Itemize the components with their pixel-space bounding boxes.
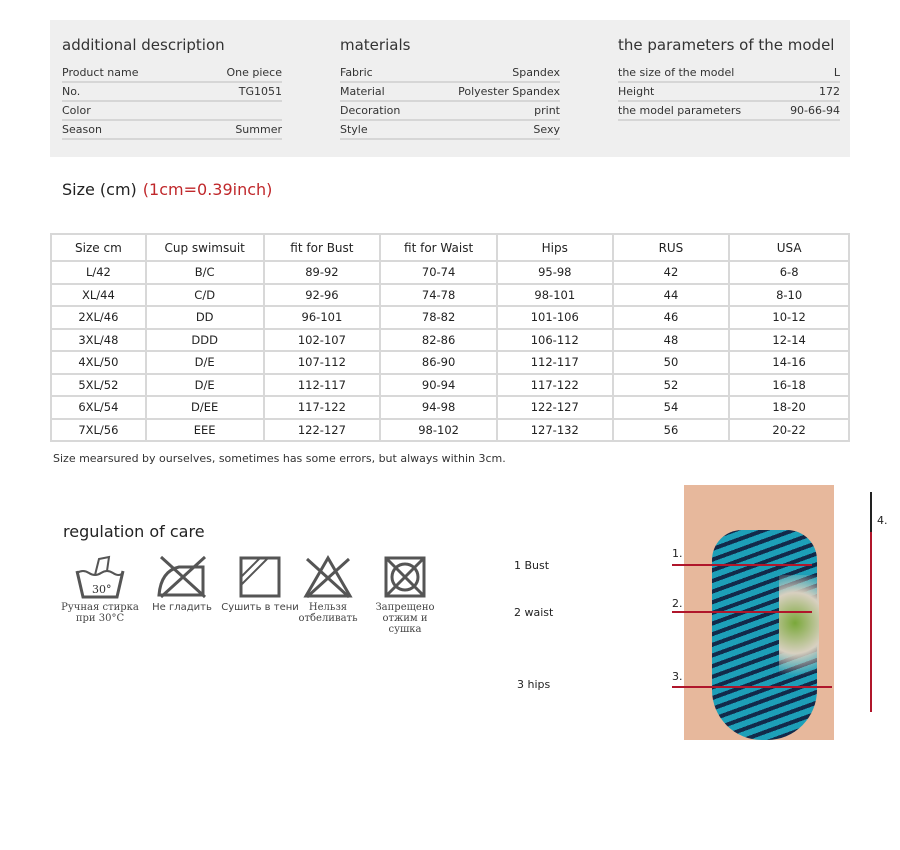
marker-2: 2. — [672, 597, 683, 610]
table-cell: 56 — [613, 419, 730, 442]
table-cell: L/42 — [51, 261, 146, 284]
description-row — [62, 102, 282, 121]
table-cell: 5XL/52 — [51, 374, 146, 397]
column-header: Hips — [497, 234, 613, 261]
table-cell: 102-107 — [264, 329, 381, 352]
table-cell: 6XL/54 — [51, 396, 146, 419]
row-label: Product name — [62, 66, 139, 79]
table-cell: 95-98 — [497, 261, 613, 284]
column-header: fit for Bust — [264, 234, 381, 261]
table-cell: 2XL/46 — [51, 306, 146, 329]
table-cell: 18-20 — [729, 396, 849, 419]
row-label: the size of the model — [618, 66, 735, 79]
marker-3: 3. — [672, 670, 683, 683]
table-cell: 89-92 — [264, 261, 381, 284]
table-cell: 74-78 — [380, 284, 497, 307]
row-label: Style — [340, 123, 368, 136]
row-value: One piece — [226, 66, 282, 79]
no-tumble-dry-icon — [383, 555, 427, 599]
materials-row — [340, 121, 560, 140]
table-cell: 96-101 — [264, 306, 381, 329]
row-label: Decoration — [340, 104, 401, 117]
table-cell: 90-94 — [380, 374, 497, 397]
bust-label: 1 Bust — [514, 559, 550, 572]
materials-section — [340, 36, 560, 140]
care-item-no-tumble-dry — [365, 555, 445, 635]
dry-in-shade-icon — [238, 555, 282, 599]
materials-row — [340, 64, 560, 83]
table-cell: D/E — [146, 351, 264, 374]
table-cell: C/D — [146, 284, 264, 307]
row-label: Color — [62, 104, 91, 117]
table-row — [51, 329, 849, 352]
table-cell: 4XL/50 — [51, 351, 146, 374]
care-item-no-bleach — [288, 555, 368, 624]
hips-label: 3 hips — [517, 678, 551, 691]
no-bleach-icon — [303, 555, 353, 599]
table-row — [51, 374, 849, 397]
column-header: fit for Waist — [380, 234, 497, 261]
row-label: Material — [340, 85, 385, 98]
table-cell: 127-132 — [497, 419, 613, 442]
description-row — [62, 64, 282, 83]
row-label: No. — [62, 85, 81, 98]
table-cell: 92-96 — [264, 284, 381, 307]
size-table — [50, 233, 850, 442]
row-value: 172 — [819, 85, 840, 98]
table-cell: 10-12 — [729, 306, 849, 329]
row-value: L — [833, 66, 840, 79]
table-cell: 7XL/56 — [51, 419, 146, 442]
table-cell: 112-117 — [497, 351, 613, 374]
table-row — [51, 351, 849, 374]
row-label: Height — [618, 85, 655, 98]
table-cell: 86-90 — [380, 351, 497, 374]
column-header: USA — [729, 234, 849, 261]
row-label: Season — [62, 123, 102, 136]
table-cell: 3XL/48 — [51, 329, 146, 352]
table-row — [51, 419, 849, 442]
table-cell: DDD — [146, 329, 264, 352]
table-cell: 8-10 — [729, 284, 849, 307]
table-cell: 117-122 — [497, 374, 613, 397]
waist-line — [672, 611, 812, 613]
table-cell: 46 — [613, 306, 730, 329]
table-cell: 106-112 — [497, 329, 613, 352]
row-value: print — [534, 104, 560, 117]
table-cell: 48 — [613, 329, 730, 352]
care-label: Запрещено отжим и сушка — [375, 602, 435, 635]
materials-row — [340, 102, 560, 121]
column-header: Cup swimsuit — [146, 234, 264, 261]
table-cell: 20-22 — [729, 419, 849, 442]
care-item-no-iron — [142, 555, 222, 613]
hand-wash-icon — [73, 555, 127, 599]
hips-line — [672, 686, 832, 688]
table-cell: B/C — [146, 261, 264, 284]
model-row — [618, 64, 840, 83]
row-value: 90-66-94 — [790, 104, 840, 117]
table-cell: EEE — [146, 419, 264, 442]
measurement-note: Size mearsured by ourselves, sometimes has some errors, but always within 3cm. — [53, 452, 506, 465]
table-cell: 78-82 — [380, 306, 497, 329]
table-row — [51, 284, 849, 307]
row-value: TG1051 — [238, 85, 282, 98]
table-cell: D/E — [146, 374, 264, 397]
care-title: regulation of care — [63, 522, 205, 541]
description-title: additional description — [62, 36, 225, 54]
table-cell: 52 — [613, 374, 730, 397]
care-label: Сушить в тени — [221, 602, 299, 613]
table-cell: 16-18 — [729, 374, 849, 397]
table-cell: 94-98 — [380, 396, 497, 419]
table-cell: 6-8 — [729, 261, 849, 284]
no-iron-icon — [155, 555, 209, 599]
table-cell: D/EE — [146, 396, 264, 419]
model-title: the parameters of the model — [618, 36, 835, 54]
description-section — [62, 36, 282, 140]
table-cell: 82-86 — [380, 329, 497, 352]
table-cell: 44 — [613, 284, 730, 307]
height-line — [870, 492, 872, 712]
row-value: Summer — [235, 123, 282, 136]
model-row — [618, 102, 840, 121]
table-row — [51, 306, 849, 329]
row-value: Polyester Spandex — [458, 85, 560, 98]
table-row — [51, 396, 849, 419]
table-cell: 101-106 — [497, 306, 613, 329]
table-cell: 70-74 — [380, 261, 497, 284]
table-cell: 112-117 — [264, 374, 381, 397]
table-cell: 107-112 — [264, 351, 381, 374]
row-label: Fabric — [340, 66, 373, 79]
row-value: Sexy — [533, 123, 560, 136]
care-label: Ручная стирка при 30°C — [61, 602, 139, 624]
table-cell: DD — [146, 306, 264, 329]
model-section — [618, 36, 840, 121]
row-label: the model parameters — [618, 104, 742, 117]
table-cell: 42 — [613, 261, 730, 284]
size-title: Size (cm) (1cm=0.39inch) — [62, 180, 273, 199]
table-cell: 122-127 — [497, 396, 613, 419]
materials-row — [340, 83, 560, 102]
care-item-hand-wash — [60, 555, 140, 624]
svg-text:30°: 30° — [92, 583, 112, 596]
table-cell: 122-127 — [264, 419, 381, 442]
marker-4: 4. — [877, 514, 888, 527]
row-value: Spandex — [512, 66, 560, 79]
table-cell: 117-122 — [264, 396, 381, 419]
table-cell: 98-102 — [380, 419, 497, 442]
table-row — [51, 261, 849, 284]
table-cell: 12-14 — [729, 329, 849, 352]
model-row — [618, 83, 840, 102]
table-cell: 50 — [613, 351, 730, 374]
column-header: RUS — [613, 234, 730, 261]
size-conversion: (1cm=0.39inch) — [142, 180, 273, 199]
bust-line — [672, 564, 812, 566]
description-row — [62, 121, 282, 140]
column-header: Size cm — [51, 234, 146, 261]
table-cell: 14-16 — [729, 351, 849, 374]
table-cell: XL/44 — [51, 284, 146, 307]
table-cell: 98-101 — [497, 284, 613, 307]
table-cell: 54 — [613, 396, 730, 419]
product-info-panel — [50, 20, 850, 157]
waist-label: 2 waist — [514, 606, 554, 619]
marker-1: 1. — [672, 547, 683, 560]
materials-title: materials — [340, 36, 411, 54]
care-label: Не гладить — [152, 602, 212, 613]
care-label: Нельзя отбеливать — [298, 602, 358, 624]
description-row — [62, 83, 282, 102]
